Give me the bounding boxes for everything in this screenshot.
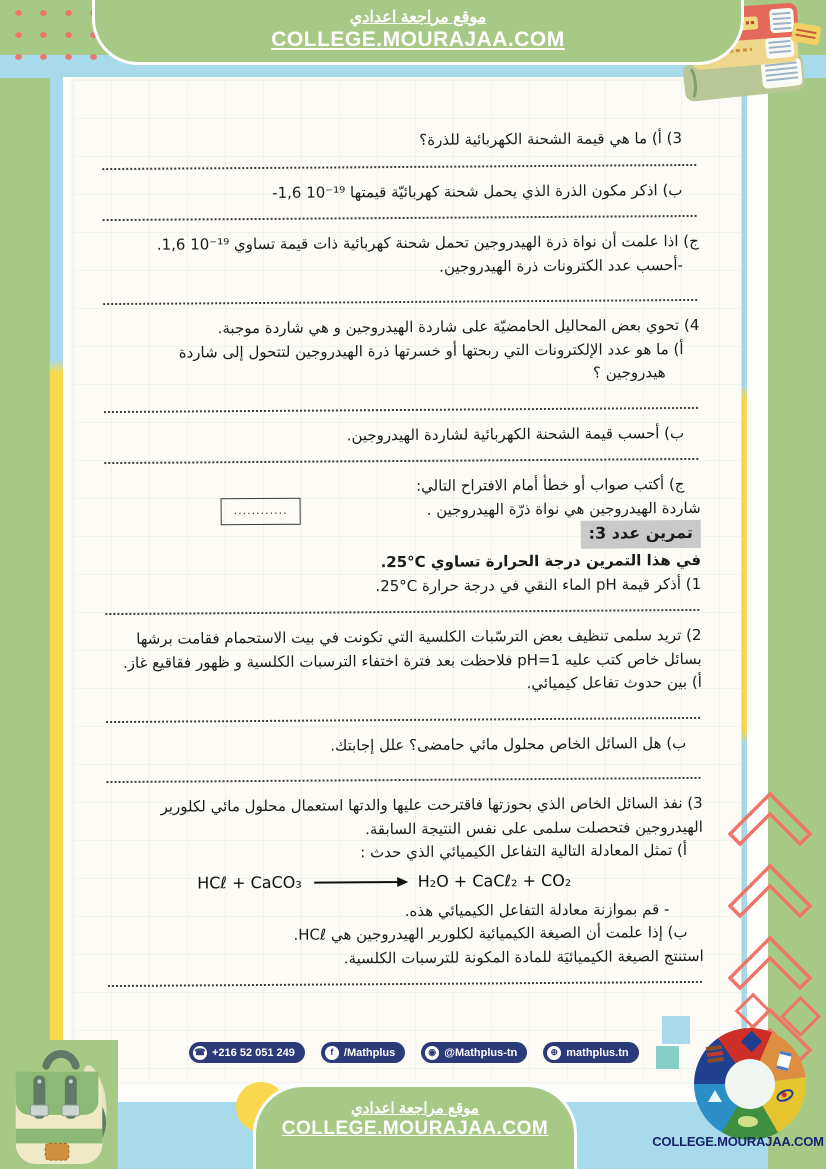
worksheet-text-line: استنتج الصيغة الكيميائيَة للمادة المكونة للترسبات الكلسية.: [343, 946, 704, 967]
chevron-up-icon: [724, 932, 816, 994]
instagram-icon: ◉: [425, 1046, 439, 1060]
contact-bar: [189, 1042, 639, 1063]
worksheet-text-line: 4) تحوي بعض المحاليل الحامضيّة على شاردة الهيدروجين و هي شاردة موجبة.: [217, 315, 700, 338]
whatsapp-badge[interactable]: [189, 1042, 305, 1063]
phone-number: +216 52 051 249: [212, 1046, 295, 1059]
worksheet-text-line: في هذا التمرين درجة الحرارة تساوي ⁦25°C⁩.: [380, 550, 702, 572]
footer-site-name-link[interactable]: موقع مراجعة اعدادي: [351, 1100, 479, 1117]
worksheet-text-line: ج) أكتب صواب أو خطأ أمام الافتراح التالي:: [416, 475, 685, 495]
flask-icon: [708, 1090, 722, 1102]
worksheet-text-line: أ) ما هو عدد الإلكترونات التي ربحتها أو خسرتها ذرة الهيدروجين لتتحول إلى شاردة: [178, 339, 684, 362]
dotted-answer-line: [106, 768, 700, 783]
instagram-handle: @Mathplus-tn: [444, 1046, 518, 1059]
site-url-link[interactable]: COLLEGE.MOURAJAA.COM: [271, 27, 565, 51]
website-url: mathplus.tn: [566, 1046, 629, 1059]
dotted-answer-line: [106, 707, 700, 722]
dotted-answer-line: [103, 290, 697, 305]
website-badge[interactable]: [543, 1042, 638, 1063]
chemical-equation: [105, 868, 663, 896]
diamond-decor: [735, 993, 772, 1030]
site-name-link[interactable]: موقع مراجعة اعدادي: [349, 8, 487, 26]
dotted-answer-line: [104, 397, 698, 412]
dotted-answer-line: [103, 206, 697, 221]
instagram-badge[interactable]: [421, 1042, 527, 1063]
worksheet-text-line: 1) أذكر قيمة pH الماء النقي في درجة حرارة ⁦25°C⁩.: [375, 574, 702, 595]
worksheet-text-line: ب) اذكر مكون الذرة الذي يحمل شحنة كهربائيّة قيمتها ⁦1,6 10⁻¹⁹⁩-: [272, 180, 683, 202]
left-accent-stripe: [50, 77, 63, 1080]
worksheet-lines: [100, 126, 704, 1000]
site-footer: [253, 1084, 577, 1169]
statement-text: شاردة الهيدروجين هي نواة ذرّة الهيدروجين .: [426, 498, 701, 519]
dotted-answer-line: [108, 972, 702, 987]
diamond-decor: [780, 996, 821, 1037]
backpack-illustration: [2, 1046, 120, 1169]
worksheet-text-line: 2) تريد سلمى تنظيف بعض الترسّبات الكلسية التي تكونت في بيت الاستحمام فقامت برشها: [136, 625, 702, 648]
facebook-badge[interactable]: [321, 1042, 405, 1063]
worksheet-text-line: أ) بين حدوث تفاعل كيميائي.: [526, 672, 702, 693]
logo-caption: COLLEGE.MOURAJAA.COM: [652, 1134, 824, 1149]
scanned-worksheet: [73, 80, 742, 1082]
answer-box: ............: [221, 497, 301, 525]
worksheet-text-line: ب) إذا علمت أن الصيغة الكيميائية لكلورير الهيدروجين هي ⁦HCℓ⁩.: [293, 923, 688, 944]
blue-square-decor: [662, 1016, 690, 1044]
dotted-answer-line: [102, 154, 696, 169]
exercise-title: [103, 520, 701, 552]
chevron-up-icon: [724, 860, 816, 922]
equation-reactants: HCℓ + CaCO₃: [197, 872, 302, 892]
globe-icon: ⊕: [547, 1046, 561, 1060]
facebook-handle: /Mathplus: [343, 1046, 396, 1059]
facebook-icon: f: [325, 1046, 339, 1060]
worksheet-text-line: [103, 496, 701, 523]
worksheet-text-line: ب) هل السائل الخاص محلول مائي حامضى؟ علل إجابتك.: [330, 733, 687, 755]
worksheet-text-line: ج) اذا علمت أن نواة ذرة الهيدروجين تحمل شحنة كهربائية ذات قيمة تساوي ⁦1,6 10⁻¹⁹⁩.: [156, 231, 699, 254]
dotted-answer-line: [104, 449, 698, 464]
footer-site-url-link[interactable]: COLLEGE.MOURAJAA.COM: [281, 1118, 549, 1139]
worksheet-text-line: هيدروجين ؟: [592, 363, 666, 382]
college-logo: [650, 994, 826, 1160]
worksheet-text-line: أ) تمثل المعادلة التالية التفاعل الكيميائي الذي حدث :: [360, 841, 688, 862]
equation-products: H₂O + CaCℓ₂ + CO₂: [417, 870, 572, 891]
worksheet-text-line: - قم بموازنة معادلة التفاعل الكيميائي هذه.: [404, 899, 670, 920]
chevron-up-icon: [724, 788, 816, 850]
worksheet-text-line: الهيدروجين فتحصلت سلمى على نفس النتيجة السابقة.: [365, 817, 703, 838]
dotted-answer-line: [105, 600, 699, 615]
worksheet-text-line: 3) نفذ السائل الخاص الذي بحوزتها فاقترحت عليها والدتها استعمال محلول مائي لكلورير: [160, 793, 703, 816]
worksheet-text-line: -أحسب عدد الكترونات ذرة الهيدروجين.: [439, 255, 683, 276]
world-map-icon: [738, 1116, 758, 1127]
worksheet-text-line: 3) أ) ما هي قيمة الشحنة الكهربائية للذرة؟: [419, 129, 683, 149]
teal-square-decor: [656, 1046, 679, 1069]
worksheet-text-line: بسائل خاص كتب عليه ⁦pH=1⁩ فلاحظت بعد فترة اختفاء الترسبات الكلسية و ظهور فقاقيع غاز.: [122, 649, 702, 672]
reaction-arrow-icon: [314, 880, 406, 883]
worksheet-text-line: ب) أحسب قيمة الشحنة الكهربائية لشاردة الهيدروجين.: [346, 423, 685, 444]
site-header: [92, 0, 744, 65]
whatsapp-icon: ☎: [193, 1046, 207, 1060]
exercise-title-highlight: تمرين عدد 3:: [581, 520, 701, 549]
